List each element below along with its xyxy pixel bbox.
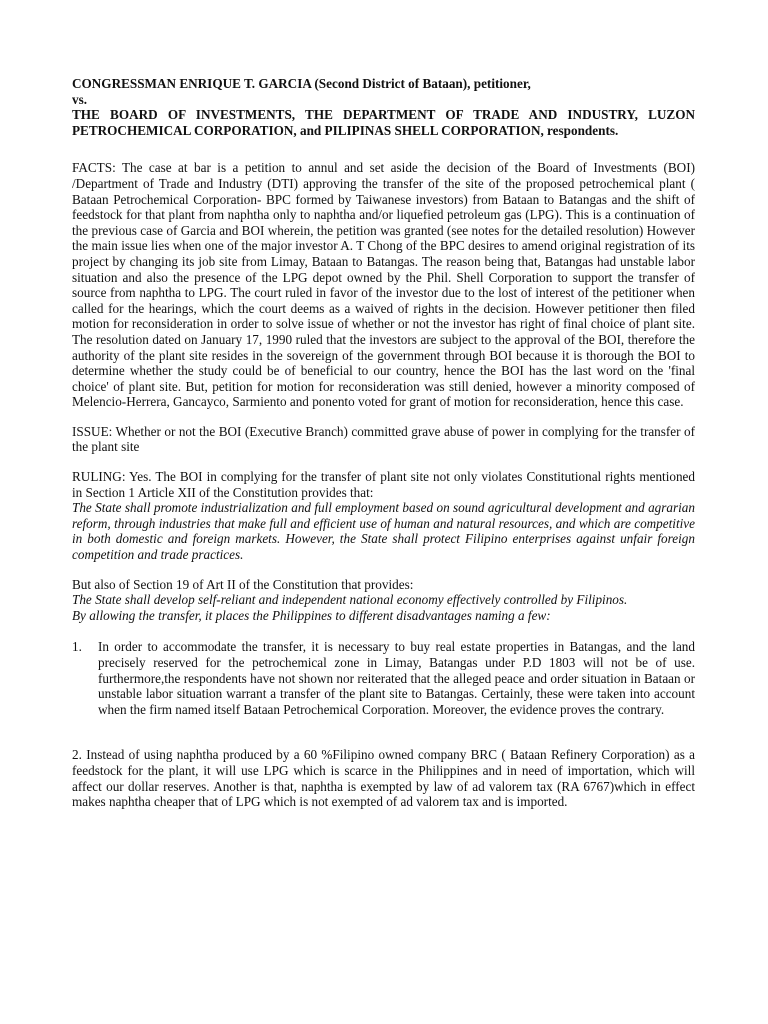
list-item-text: In order to accommodate the transfer, it is necessary to buy real estate properties in Batangas, and the land precisely reserved for the petrochemical zone in Limay, Batangas under P.D 1803 will not be of use. furthermore,the respondents have not shown nor reiterated that the alleged peace and order situation in Bataan or unstable labor situation warrant a transfer of the plant site to Batangas. Certainly, these were taken into account when the firm named itself Bataan Petrochemical Corporation. Moreover, the evidence proves the contrary. <box>98 639 695 717</box>
facts-paragraph: FACTS: The case at bar is a petition to annul and set aside the decision of the Board of Investments (BOI) /Department of Trade and Industry (DTI) approving the transfer of the site of the proposed petrochemical plant ( Bataan Petrochemical Corporation- BPC formed by Taiwanese investors) from Bataan to Batangas and the shift of feedstock for that plant from naphtha only to naphtha and/or liquefied petroleum gas (LPG). This is a continuation of the previous case of Garcia and BOI wherein, the petition was granted (see notes for the detailed resolution) However the main issue lies when one of the major investor A. T Chong of the BPC desires to amend original registration of its project by changing its job site from Limay, Bataan to Batangas. The reason being that, Batangas had unstable labor situation and also the presence of the LPG depot owned by the Phil. Shell Corporation to support the transfer of source from naphtha to LPG. The court ruled in favor of the investor due to the lost of interest of the petitioner when called for the hearings, which the court deems as a waived of rights in the decision. However petitioner then filed motion for reconsideration in order to solve issue of whether or not the investor has right of final choice of plant site. The resolution dated on January 17, 1990 ruled that the investors are subject to the approval of the BOI, therefore the authority of the plant site resides in the sovereign of the government through BOI because it is thorough the BOI to determine whether the study could be of beneficial to our country, hence the BOI has the last word on the 'final choice' of plant site. But, petition for motion for reconsideration was still denied, however a minority composed of Melencio-Herrera, Gancayco, Sarmiento and ponento voted for grant of motion for reconsideration, hence this case. <box>72 160 695 410</box>
versus-line: vs. <box>72 91 88 107</box>
ruling-section <box>72 469 695 563</box>
case-caption <box>72 76 695 138</box>
list-item <box>72 639 695 717</box>
article-xii-quote: The State shall promote industrialization and full employment based on sound agricultural development and agrarian reform, through industries that make full and efficient use of human and natural resources, and which are competitive in both domestic and foreign markets. However, the State shall protect Filipino enterprises against unfair foreign competition and trade practices. <box>72 500 695 563</box>
disadvantages-list <box>72 639 695 717</box>
section19-section <box>72 577 695 624</box>
issue-paragraph: ISSUE: Whether or not the BOI (Executive Branch) committed grave abuse of power in complying for the transfer of the plant site <box>72 423 695 455</box>
document-page <box>72 76 695 810</box>
petitioner-line: CONGRESSMAN ENRIQUE T. GARCIA (Second District of Bataan), petitioner, <box>72 76 531 91</box>
section19-quote: The State shall develop self-reliant and independent national economy effectively controlled by Filipinos. <box>72 592 628 608</box>
list-item-2-paragraph: 2. Instead of using naphtha produced by a 60 %Filipino owned company BRC ( Bataan Refinery Corporation) as a feedstock for the plant, it will use LPG which is scarce in the Philippines and in need of importation, which will affect our dollar reserves. Another is that, naphtha is exempted by law of ad valorem tax (RA 6767)which in effect makes naphtha cheaper that of LPG which is not exempted of ad valorem tax and is imported. <box>72 747 695 810</box>
list-item-number: 1. <box>72 639 82 655</box>
disadvantages-intro: By allowing the transfer, it places the Philippines to different disadvantages naming a few: <box>72 607 551 623</box>
section19-intro: But also of Section 19 of Art II of the Constitution that provides: <box>72 576 414 592</box>
respondents-line: THE BOARD OF INVESTMENTS, THE DEPARTMENT OF TRADE AND INDUSTRY, LUZON PETROCHEMICAL CORPORATION, and PILIPINAS SHELL CORPORATION, respondents. <box>72 107 695 138</box>
ruling-intro: RULING: Yes. The BOI in complying for the transfer of plant site not only violates Constitutional rights mentioned in Section 1 Article XII of the Constitution provides that: <box>72 469 695 500</box>
